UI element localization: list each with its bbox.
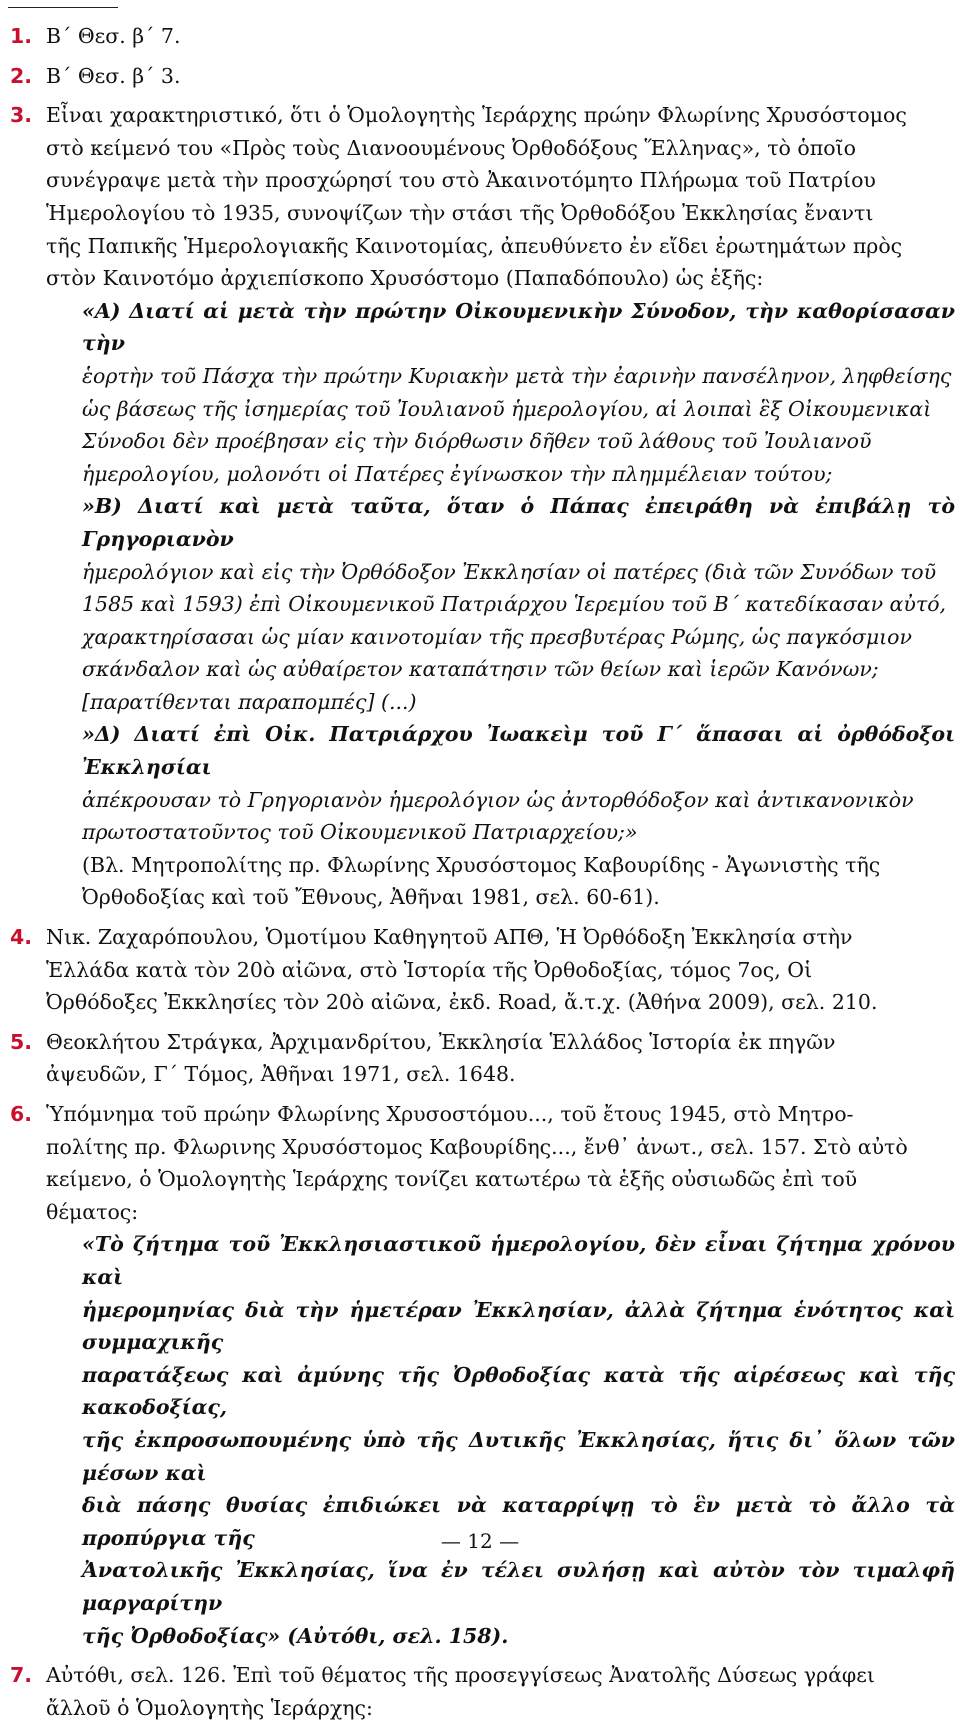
quote-line: (Βλ. Μητροπολίτης πρ. Φλωρίνης Χρυσόστομος Καβουρίδης - Ἀγωνιστὴς τῆς: [82, 852, 881, 877]
footnote-line: Β΄ Θεσ. β΄ 3.: [46, 63, 181, 88]
footnote-4: [10, 921, 955, 1019]
footnote-line: συνέγραψε μετὰ τὴν προσχώρησί του στὸ Ἀκαινοτόμητο Πλήρωμα τοῦ Πατρίου: [46, 168, 876, 193]
quote-line: παρατάξεως καὶ ἀμύνης τῆς Ὀρθοδοξίας κατὰ τῆς αἱρέσεως καὶ τῆς κακοδοξίας,: [82, 1362, 955, 1420]
footnote-5: [10, 1026, 955, 1091]
quote-line: Ὀρθοδοξίας καὶ τοῦ Ἔθνους, Ἀθῆναι 1981, σελ. 60-61).: [82, 885, 660, 910]
quote-line: τῆς Ὀρθοδοξίας» (Αὐτόθι, σελ. 158).: [82, 1623, 509, 1648]
footnote-number: 6.: [10, 1102, 33, 1126]
quoted-questions: [46, 295, 955, 914]
footnote-line: Ἡμερολογίου τὸ 1935, συνοψίζων τὴν στάσι τῆς Ὀρθοδόξου Ἐκκλησίας ἔναντι: [46, 200, 874, 225]
footnote-line: Θεοκλήτου Στράγκα, Ἀρχιμανδρίτου, Ἐκκλησία Ἑλλάδος Ἱστορία ἐκ πηγῶν: [46, 1029, 836, 1054]
footnote-line: τῆς Παπικῆς Ἡμερολογιακῆς Καινοτομίας, ἀπευθύνετο ἐν εἴδει ἐρωτημάτων πρὸς: [46, 233, 903, 258]
footnote-line: πολίτης πρ. Φλωρινης Χρυσόστομος Καβουρίδης..., ἔνθ᾽ ἀνωτ., σελ. 157. Στὸ αὐτὸ: [46, 1134, 908, 1159]
footnote-separator-rule: [8, 7, 118, 8]
footnote-line: Β΄ Θεσ. β΄ 7.: [46, 24, 181, 48]
footnote-2: [10, 60, 955, 93]
footnote-number: 5.: [10, 1029, 33, 1054]
footnote-line: Εἶναι χαρακτηριστικό, ὅτι ὁ Ὁμολογητὴς Ἱεράρχης πρώην Φλωρίνης Χρυσόστομος: [46, 103, 907, 128]
quote-line: »Δ) Διατί ἐπὶ Οἰκ. Πατριάρχου Ἰωακεὶμ τοῦ Γ΄ ἅπασαι αἱ ὀρθόδοξοι Ἐκκλησίαι: [82, 722, 955, 780]
quote-line: »Β) Διατί καὶ μετὰ ταῦτα, ὅταν ὁ Πάπας ἐπειράθη νὰ ἐπιβάλῃ τὸ Γρηγοριανὸν: [82, 494, 955, 551]
footnote-line: ἄλλοῦ ὁ Ὁμολογητὴς Ἱεράρχης:: [46, 1695, 373, 1720]
quote-line: σκάνδαλον καὶ ὡς αὐθαίρετον καταπάτησιν τῶν θείων καὶ ἱερῶν Κανόνων;: [82, 657, 879, 682]
footnote-line: Νικ. Ζαχαρόπουλου, Ὁμοτίμου Καθηγητοῦ ΑΠΘ, Ἡ Ὀρθόδοξη Ἐκκλησία στὴν: [46, 925, 853, 950]
footnote-line: Ὑπόμνημα τοῦ πρώην Φλωρίνης Χρυσοστόμου..., τοῦ ἔτους 1945, στὸ Μητρο-: [46, 1102, 854, 1126]
quote-line: ἡμερολόγιον καὶ εἰς τὴν Ὀρθόδοξον Ἐκκλησίαν οἱ πατέρες (διὰ τῶν Συνόδων τοῦ: [82, 559, 937, 584]
footnote-number: 7.: [10, 1663, 33, 1688]
footnote-number: 3.: [10, 103, 33, 128]
footnote-line: θέματος:: [46, 1199, 139, 1224]
footnote-3: [10, 99, 955, 914]
quote-line: ὡς βάσεως τῆς ἰσημερίας τοῦ Ἰουλιανοῦ ἡμερολογίου, αἱ λοιπαὶ ἓξ Οἰκουμενικαὶ: [82, 396, 932, 421]
quote-line: 1585 καὶ 1593) ἐπὶ Οἰκουμενικοῦ Πατριάρχου Ἱερεμίου τοῦ Β΄ κατεδίκασαν αὐτό,: [82, 592, 947, 617]
quote-line: Ἀνατολικῆς Ἐκκλησίας, ἵνα ἐν τέλει συλήσῃ καὶ αὐτὸν τὸν τιμαλφῆ μαργαρίτην: [82, 1558, 955, 1615]
footnote-line: στὸν Καινοτόμο ἀρχιεπίσκοπο Χρυσόστομο (Παπαδόπουλο) ὡς ἑξῆς:: [46, 266, 764, 291]
quoted-passage: [46, 1228, 955, 1652]
footnote-line: Αὐτόθι, σελ. 126. Ἐπὶ τοῦ θέματος τῆς προσεγγίσεως Ἀνατολῆς Δύσεως γράφει: [46, 1663, 875, 1688]
footnote-number: 4.: [10, 925, 33, 950]
footnote-line: Ὀρθόδοξες Ἐκκλησίες τὸν 20ὸ αἰῶνα, ἐκδ. Road, ἄ.τ.χ. (Ἀθήνα 2009), σελ. 210.: [46, 990, 878, 1015]
quote-line: «Α) Διατί αἱ μετὰ τὴν πρώτην Οἰκουμενικὴν Σύνοδον, τὴν καθορίσασαν τὴν: [82, 298, 955, 356]
quote-line: τῆς ἐκπροσωπουμένης ὑπὸ τῆς Δυτικῆς Ἐκκλησίας, ἥτις δι᾽ ὅλων τῶν μέσων καὶ: [82, 1427, 955, 1485]
quote-line: Σύνοδοι δὲν προέβησαν εἰς τὴν διόρθωσιν δῆθεν τοῦ λάθους τοῦ Ἰουλιανοῦ: [82, 429, 872, 454]
quote-line: διὰ πάσης θυσίας ἐπιδιώκει νὰ καταρρίψῃ τὸ ἓν μετὰ τὸ ἄλλο τὰ προπύργια τῆς: [82, 1493, 955, 1550]
quote-line: πρωτοστατοῦντος τοῦ Οἰκουμενικοῦ Πατριαρχείου;»: [82, 820, 638, 845]
footnote-line: Ἑλλάδα κατὰ τὸν 20ὸ αἰῶνα, στὸ Ἱστορία τῆς Ὀρθοδοξίας, τόμος 7ος, Οἱ: [46, 957, 813, 982]
footnote-number: 1.: [10, 24, 33, 48]
footnotes: [10, 20, 955, 1731]
footnote-line: κείμενο, ὁ Ὁμολογητὴς Ἱεράρχης τονίζει κατωτέρω τὰ ἑξῆς οὐσιωδῶς ἐπὶ τοῦ: [46, 1167, 858, 1192]
footnote-number: 2.: [10, 63, 33, 88]
footnote-1: [10, 20, 955, 53]
quote-line: ἑορτὴν τοῦ Πάσχα τὴν πρώτην Κυριακὴν μετὰ τὴν ἐαρινὴν πανσέληνον, ληφθείσης: [82, 363, 952, 388]
quote-line: ἡμερολογίου, μολονότι οἱ Πατέρες ἐγίνωσκον τὴν πλημμέλειαν τούτου;: [82, 461, 833, 486]
footnote-7: [10, 1659, 955, 1724]
quote-line: χαρακτηρίσασαι ὡς μίαν καινοτομίαν τῆς πρεσβυτέρας Ρώμης, ὡς παγκόσμιον: [82, 624, 912, 649]
quote-line: [παρατίθενται παραπομπές] (...): [82, 689, 417, 714]
quote-line: ἀπέκρουσαν τὸ Γρηγοριανὸν ἡμερολόγιον ὡς ἀντορθόδοξον καὶ ἀντικανονικὸν: [82, 787, 914, 812]
footnote-line: ἀψευδῶν, Γ΄ Τόμος, Ἀθῆναι 1971, σελ. 1648.: [46, 1062, 516, 1087]
page-number: — 12 —: [440, 1529, 520, 1553]
footnote-line: στὸ κείμενό του «Πρὸς τοὺς Διανοουμένους Ὀρθοδόξους Ἕλληνας», τὸ ὁποῖο: [46, 135, 856, 160]
quote-line: ἡμερομηνίας διὰ τὴν ἡμετέραν Ἐκκλησίαν, ἀλλὰ ζήτημα ἑνότητος καὶ συμμαχικῆς: [82, 1297, 955, 1355]
footnote-6: [10, 1098, 955, 1652]
quote-line: «Τὸ ζήτημα τοῦ Ἐκκλησιαστικοῦ ἡμερολογίου, δὲν εἶναι ζήτημα χρόνου καὶ: [82, 1232, 955, 1289]
